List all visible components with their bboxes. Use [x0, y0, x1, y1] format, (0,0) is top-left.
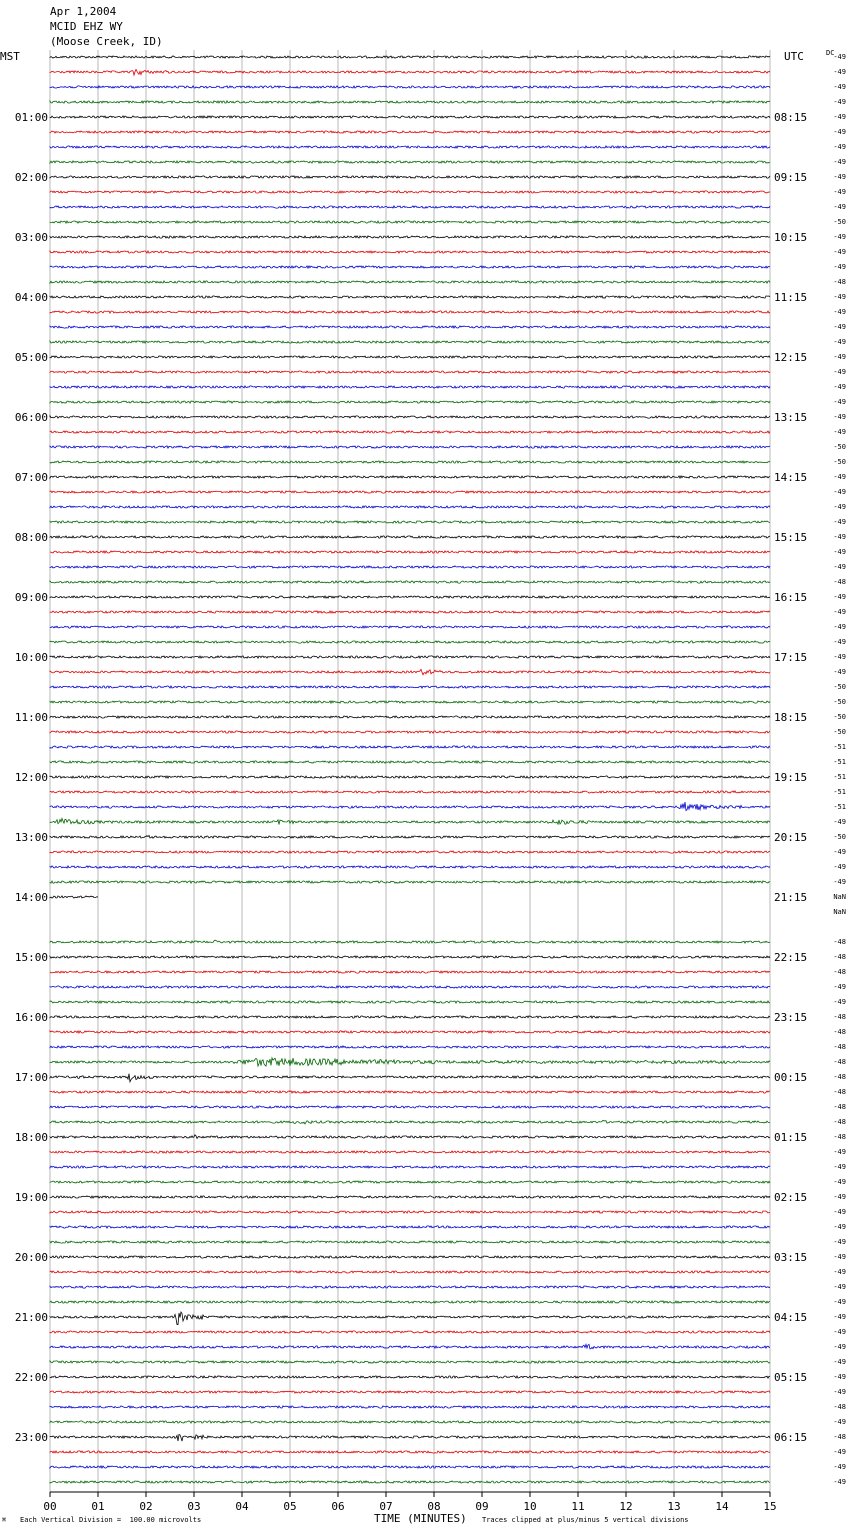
- dc-offset-label: -48: [833, 278, 846, 286]
- seismic-trace: [50, 1271, 770, 1273]
- hour-label-left: 01:00: [14, 111, 48, 124]
- dc-offset-label: -49: [833, 488, 846, 496]
- dc-offset-label: -48: [833, 1043, 846, 1051]
- hour-label-right: 10:15: [774, 231, 808, 244]
- dc-offset-label: -48: [833, 938, 846, 946]
- seismic-trace: [50, 1091, 770, 1093]
- dc-offset-label: -49: [833, 158, 846, 166]
- dc-offset-label: -49: [833, 308, 846, 316]
- seismic-trace: [50, 446, 770, 448]
- seismic-trace: [50, 191, 770, 193]
- seismic-trace: [50, 281, 770, 283]
- dc-offset-label: -48: [833, 1403, 846, 1411]
- hour-label-left: 22:00: [14, 1371, 48, 1384]
- seismic-trace: [50, 986, 770, 988]
- seismic-trace: [50, 551, 770, 553]
- x-axis-title: TIME (MINUTES): [374, 1512, 467, 1525]
- dc-offset-label: -48: [833, 953, 846, 961]
- hour-label-left: 11:00: [14, 711, 48, 724]
- hour-label-right: 12:15: [774, 351, 808, 364]
- seismic-trace: [50, 131, 770, 133]
- hour-label-left: 19:00: [14, 1191, 48, 1204]
- x-tick-label: 00: [43, 1500, 57, 1513]
- seismic-trace: [50, 818, 770, 824]
- dc-offset-label: -49: [833, 368, 846, 376]
- x-tick-label: 11: [571, 1500, 585, 1513]
- dc-offset-label: -49: [833, 983, 846, 991]
- dc-offset-label: -49: [833, 668, 846, 676]
- seismic-trace: [50, 1435, 770, 1442]
- x-tick-label: 02: [139, 1500, 153, 1513]
- dc-offset-label: -49: [833, 383, 846, 391]
- hour-label-right: 22:15: [774, 951, 808, 964]
- corner-mark: ⌘: [2, 1516, 7, 1524]
- seismic-trace: [50, 1301, 770, 1303]
- x-tick-label: 04: [235, 1500, 249, 1513]
- hour-label-left: 03:00: [14, 231, 48, 244]
- seismic-trace: [50, 1181, 770, 1183]
- seismic-trace: [50, 1166, 770, 1168]
- hour-label-left: 08:00: [14, 531, 48, 544]
- dc-offset-label: -49: [833, 1148, 846, 1156]
- seismic-trace: [50, 1058, 770, 1066]
- x-tick-label: 15: [763, 1500, 777, 1513]
- dc-offset-label: -51: [833, 788, 846, 796]
- dc-offset-label: -50: [833, 698, 846, 706]
- x-tick-label: 10: [523, 1500, 537, 1513]
- hour-label-left: 05:00: [14, 351, 48, 364]
- hour-label-left: 02:00: [14, 171, 48, 184]
- hour-label-right: 03:15: [774, 1251, 808, 1264]
- seismic-trace: [50, 146, 770, 148]
- seismic-trace: [50, 1481, 770, 1483]
- x-tick-label: 14: [715, 1500, 729, 1513]
- dc-offset-label: -49: [833, 503, 846, 511]
- seismic-trace: [50, 101, 770, 103]
- seismic-trace: [50, 506, 770, 508]
- seismic-trace: [50, 1016, 770, 1018]
- hour-label-left: 10:00: [14, 651, 48, 664]
- hour-label-left: 04:00: [14, 291, 48, 304]
- seismic-trace: [50, 581, 770, 583]
- seismic-trace: [50, 1286, 770, 1288]
- seismic-trace: [50, 701, 770, 703]
- seismic-trace: [50, 86, 770, 88]
- seismic-trace: [50, 176, 770, 178]
- seismic-trace: [50, 956, 770, 958]
- dc-offset-label: -49: [833, 623, 846, 631]
- seismic-trace: [50, 626, 770, 628]
- seismic-trace: [50, 940, 770, 943]
- dc-offset-label: -49: [833, 428, 846, 436]
- dc-offset-label: -50: [833, 458, 846, 466]
- dc-offset-label: -49: [833, 563, 846, 571]
- seismic-trace: [50, 1451, 770, 1453]
- seismic-trace: [50, 1135, 770, 1139]
- chart-date: Apr 1,2004: [50, 5, 117, 18]
- seismic-trace: [50, 296, 770, 298]
- seismic-trace: [50, 371, 770, 373]
- dc-offset-label: -49: [833, 1163, 846, 1171]
- dc-offset-label: -48: [833, 1103, 846, 1111]
- x-tick-label: 12: [619, 1500, 633, 1513]
- seismic-trace: [50, 491, 770, 493]
- seismic-trace: [50, 731, 770, 733]
- seismic-trace: [50, 416, 770, 418]
- seismic-trace: [50, 641, 770, 643]
- station-code: MCID EHZ WY: [50, 20, 123, 33]
- dc-offset-label: -49: [833, 83, 846, 91]
- dc-offset-label: -49: [833, 293, 846, 301]
- dc-offset-label: -49: [833, 608, 846, 616]
- seismic-trace: [50, 161, 770, 163]
- hour-label-left: 09:00: [14, 591, 48, 604]
- dc-offset-label: -49: [833, 548, 846, 556]
- seismic-trace: [50, 116, 770, 118]
- dc-offset-label: -49: [833, 98, 846, 106]
- seismic-trace: [50, 866, 770, 868]
- dc-offset-label: -49: [833, 878, 846, 886]
- seismic-trace: [50, 896, 98, 898]
- hour-label-right: 08:15: [774, 111, 808, 124]
- seismic-trace: [50, 521, 770, 523]
- x-tick-label: 03: [187, 1500, 201, 1513]
- clipping-note: Traces clipped at plus/minus 5 vertical divisions: [482, 1516, 689, 1524]
- dc-offset-label: -49: [833, 533, 846, 541]
- seismic-trace: [50, 1226, 770, 1228]
- dc-offset-label: -49: [833, 653, 846, 661]
- hour-label-left: 18:00: [14, 1131, 48, 1144]
- dc-offset-label: -49: [833, 248, 846, 256]
- dc-offset-label: -49: [833, 818, 846, 826]
- seismic-trace: [50, 266, 770, 268]
- dc-offset-label: -48: [833, 1073, 846, 1081]
- dc-offset-label: -51: [833, 773, 846, 781]
- hour-label-right: 18:15: [774, 711, 808, 724]
- seismic-trace: [50, 1331, 770, 1333]
- dc-offset-label: -49: [833, 1448, 846, 1456]
- seismic-trace: [50, 776, 770, 778]
- hour-label-right: 17:15: [774, 651, 808, 664]
- dc-offset-label: -49: [833, 1373, 846, 1381]
- dc-offset-label: -50: [833, 218, 846, 226]
- dc-offset-label: -48: [833, 1118, 846, 1126]
- dc-offset-label: -49: [833, 1298, 846, 1306]
- x-tick-label: 05: [283, 1500, 297, 1513]
- seismic-trace: [50, 802, 770, 810]
- dc-offset-label: -51: [833, 743, 846, 751]
- station-location: (Moose Creek, ID): [50, 35, 163, 48]
- seismic-trace: [50, 1466, 770, 1468]
- seismic-trace: [50, 1001, 770, 1003]
- seismic-trace: [50, 206, 770, 208]
- hour-label-right: 02:15: [774, 1191, 808, 1204]
- hour-label-left: 16:00: [14, 1011, 48, 1024]
- dc-offset-label: -49: [833, 863, 846, 871]
- hour-label-left: 14:00: [14, 891, 48, 904]
- dc-offset-label: -49: [833, 68, 846, 76]
- left-timezone-label: MST: [0, 50, 20, 63]
- seismic-trace: [50, 1120, 770, 1124]
- x-tick-label: 09: [475, 1500, 489, 1513]
- seismic-trace: [50, 56, 770, 58]
- seismic-trace: [50, 1344, 770, 1349]
- hour-label-left: 13:00: [14, 831, 48, 844]
- seismic-trace: [50, 1106, 770, 1108]
- seismic-trace: [50, 835, 770, 838]
- hour-label-right: 01:15: [774, 1131, 808, 1144]
- x-tick-label: 01: [91, 1500, 105, 1513]
- dc-offset-label: -49: [833, 128, 846, 136]
- dc-offset-label: NaN: [833, 893, 846, 901]
- hour-label-right: 11:15: [774, 291, 808, 304]
- vertical-division-note: Each Vertical Division = 100.00 microvolts: [20, 1516, 202, 1524]
- seismic-trace: [50, 1046, 770, 1048]
- seismic-trace: [50, 1256, 770, 1258]
- dc-offset-label: -49: [833, 1313, 846, 1321]
- dc-offset-label: -49: [833, 998, 846, 1006]
- seismic-trace: [50, 341, 770, 343]
- seismic-trace: [50, 656, 770, 658]
- seismic-trace: [50, 1151, 770, 1153]
- seismic-trace: [50, 1074, 770, 1082]
- seismic-trace: [50, 971, 770, 973]
- dc-offset-label: -48: [833, 1013, 846, 1021]
- hour-label-left: 21:00: [14, 1311, 48, 1324]
- dc-offset-label: -48: [833, 968, 846, 976]
- seismic-trace: [50, 326, 770, 328]
- seismic-trace: [50, 1376, 770, 1378]
- dc-offset-label: -49: [833, 518, 846, 526]
- dc-offset-label: -49: [833, 1208, 846, 1216]
- seismic-trace: [50, 356, 770, 358]
- seismic-trace: [50, 431, 770, 433]
- hour-label-right: 14:15: [774, 471, 808, 484]
- seismic-trace: [50, 1391, 770, 1393]
- dc-offset-label: -48: [833, 578, 846, 586]
- dc-offset-label: -50: [833, 713, 846, 721]
- dc-offset-label: -49: [833, 1463, 846, 1471]
- seismic-trace: [50, 611, 770, 613]
- dc-offset-label: -49: [833, 638, 846, 646]
- dc-offset-label: -49: [833, 1418, 846, 1426]
- hour-label-right: 05:15: [774, 1371, 808, 1384]
- hour-label-right: 06:15: [774, 1431, 808, 1444]
- x-tick-label: 07: [379, 1500, 393, 1513]
- dc-offset-label: -49: [833, 1193, 846, 1201]
- dc-offset-label: -50: [833, 683, 846, 691]
- dc-offset-label: -51: [833, 758, 846, 766]
- seismic-trace: [50, 746, 770, 748]
- hour-label-left: 06:00: [14, 411, 48, 424]
- dc-offset-label: -48: [833, 1133, 846, 1141]
- dc-offset-label: -49: [833, 1223, 846, 1231]
- x-tick-label: 06: [331, 1500, 345, 1513]
- seismic-trace: [50, 716, 770, 718]
- seismic-trace: [50, 221, 770, 223]
- seismic-trace: [50, 1241, 770, 1243]
- x-tick-label: 08: [427, 1500, 441, 1513]
- dc-offset-label: -50: [833, 443, 846, 451]
- seismic-trace: [50, 669, 770, 674]
- seismic-trace: [50, 596, 770, 598]
- hour-label-left: 12:00: [14, 771, 48, 784]
- dc-offset-label: -49: [833, 113, 846, 121]
- dc-offset-label: -49: [833, 233, 846, 241]
- dc-offset-label: -49: [833, 848, 846, 856]
- dc-offset-label: -49: [833, 413, 846, 421]
- dc-offset-label: -50: [833, 833, 846, 841]
- x-tick-label: 13: [667, 1500, 681, 1513]
- seismic-trace: [50, 1406, 770, 1408]
- seismic-trace: [50, 881, 770, 883]
- hour-label-left: 20:00: [14, 1251, 48, 1264]
- dc-offset-label: -49: [833, 1253, 846, 1261]
- seismic-trace: [50, 1421, 770, 1423]
- hour-label-right: 16:15: [774, 591, 808, 604]
- dc-offset-header: DC: [826, 49, 835, 57]
- seismic-trace: [50, 851, 770, 853]
- seismic-trace: [50, 476, 770, 478]
- dc-offset-label: -49: [833, 1388, 846, 1396]
- seismic-trace: [50, 251, 770, 253]
- dc-offset-label: -48: [833, 1433, 846, 1441]
- seismic-trace: [50, 686, 770, 688]
- right-timezone-label: UTC: [784, 50, 804, 63]
- seismic-trace: [50, 386, 770, 388]
- seismic-trace: [50, 1211, 770, 1213]
- hour-label-left: 15:00: [14, 951, 48, 964]
- dc-offset-label: -51: [833, 803, 846, 811]
- dc-offset-label: -49: [833, 203, 846, 211]
- dc-offset-label: -49: [833, 338, 846, 346]
- dc-offset-label: -49: [833, 53, 846, 61]
- dc-offset-label: -49: [833, 1328, 846, 1336]
- seismic-trace: [50, 236, 770, 238]
- seismic-trace: [50, 761, 770, 763]
- seismic-trace: [50, 461, 770, 463]
- dc-offset-label: -49: [833, 1178, 846, 1186]
- dc-offset-label: -49: [833, 1238, 846, 1246]
- hour-label-left: 07:00: [14, 471, 48, 484]
- seismic-trace: [50, 69, 770, 75]
- dc-offset-label: -49: [833, 1358, 846, 1366]
- hour-label-right: 23:15: [774, 1011, 808, 1024]
- dc-offset-label: -49: [833, 1268, 846, 1276]
- hour-label-left: 23:00: [14, 1431, 48, 1444]
- dc-offset-label: -49: [833, 473, 846, 481]
- seismic-trace: [50, 566, 770, 568]
- seismic-trace: [50, 1031, 770, 1033]
- dc-offset-label: -49: [833, 188, 846, 196]
- seismic-trace: [50, 1312, 770, 1325]
- hour-label-right: 04:15: [774, 1311, 808, 1324]
- dc-offset-label: NaN: [833, 908, 846, 916]
- dc-offset-label: -49: [833, 173, 846, 181]
- hour-label-right: 19:15: [774, 771, 808, 784]
- dc-offset-label: -49: [833, 353, 846, 361]
- dc-offset-label: -48: [833, 1058, 846, 1066]
- dc-offset-label: -49: [833, 1343, 846, 1351]
- dc-offset-label: -49: [833, 593, 846, 601]
- dc-offset-label: -49: [833, 143, 846, 151]
- hour-label-right: 13:15: [774, 411, 808, 424]
- hour-label-right: 00:15: [774, 1071, 808, 1084]
- hour-label-right: 09:15: [774, 171, 808, 184]
- dc-offset-label: -48: [833, 1028, 846, 1036]
- dc-offset-label: -49: [833, 263, 846, 271]
- seismic-trace: [50, 1196, 770, 1198]
- dc-offset-label: -48: [833, 1088, 846, 1096]
- hour-label-right: 15:15: [774, 531, 808, 544]
- seismic-trace: [50, 536, 770, 538]
- hour-label-right: 21:15: [774, 891, 808, 904]
- dc-offset-label: -49: [833, 398, 846, 406]
- hour-label-right: 20:15: [774, 831, 808, 844]
- seismic-trace: [50, 1361, 770, 1363]
- dc-offset-label: -49: [833, 1478, 846, 1486]
- dc-offset-label: -49: [833, 323, 846, 331]
- hour-label-left: 17:00: [14, 1071, 48, 1084]
- seismic-trace: [50, 401, 770, 403]
- seismic-trace: [50, 311, 770, 313]
- dc-offset-label: -49: [833, 1283, 846, 1291]
- seismic-trace: [50, 791, 770, 793]
- dc-offset-label: -50: [833, 728, 846, 736]
